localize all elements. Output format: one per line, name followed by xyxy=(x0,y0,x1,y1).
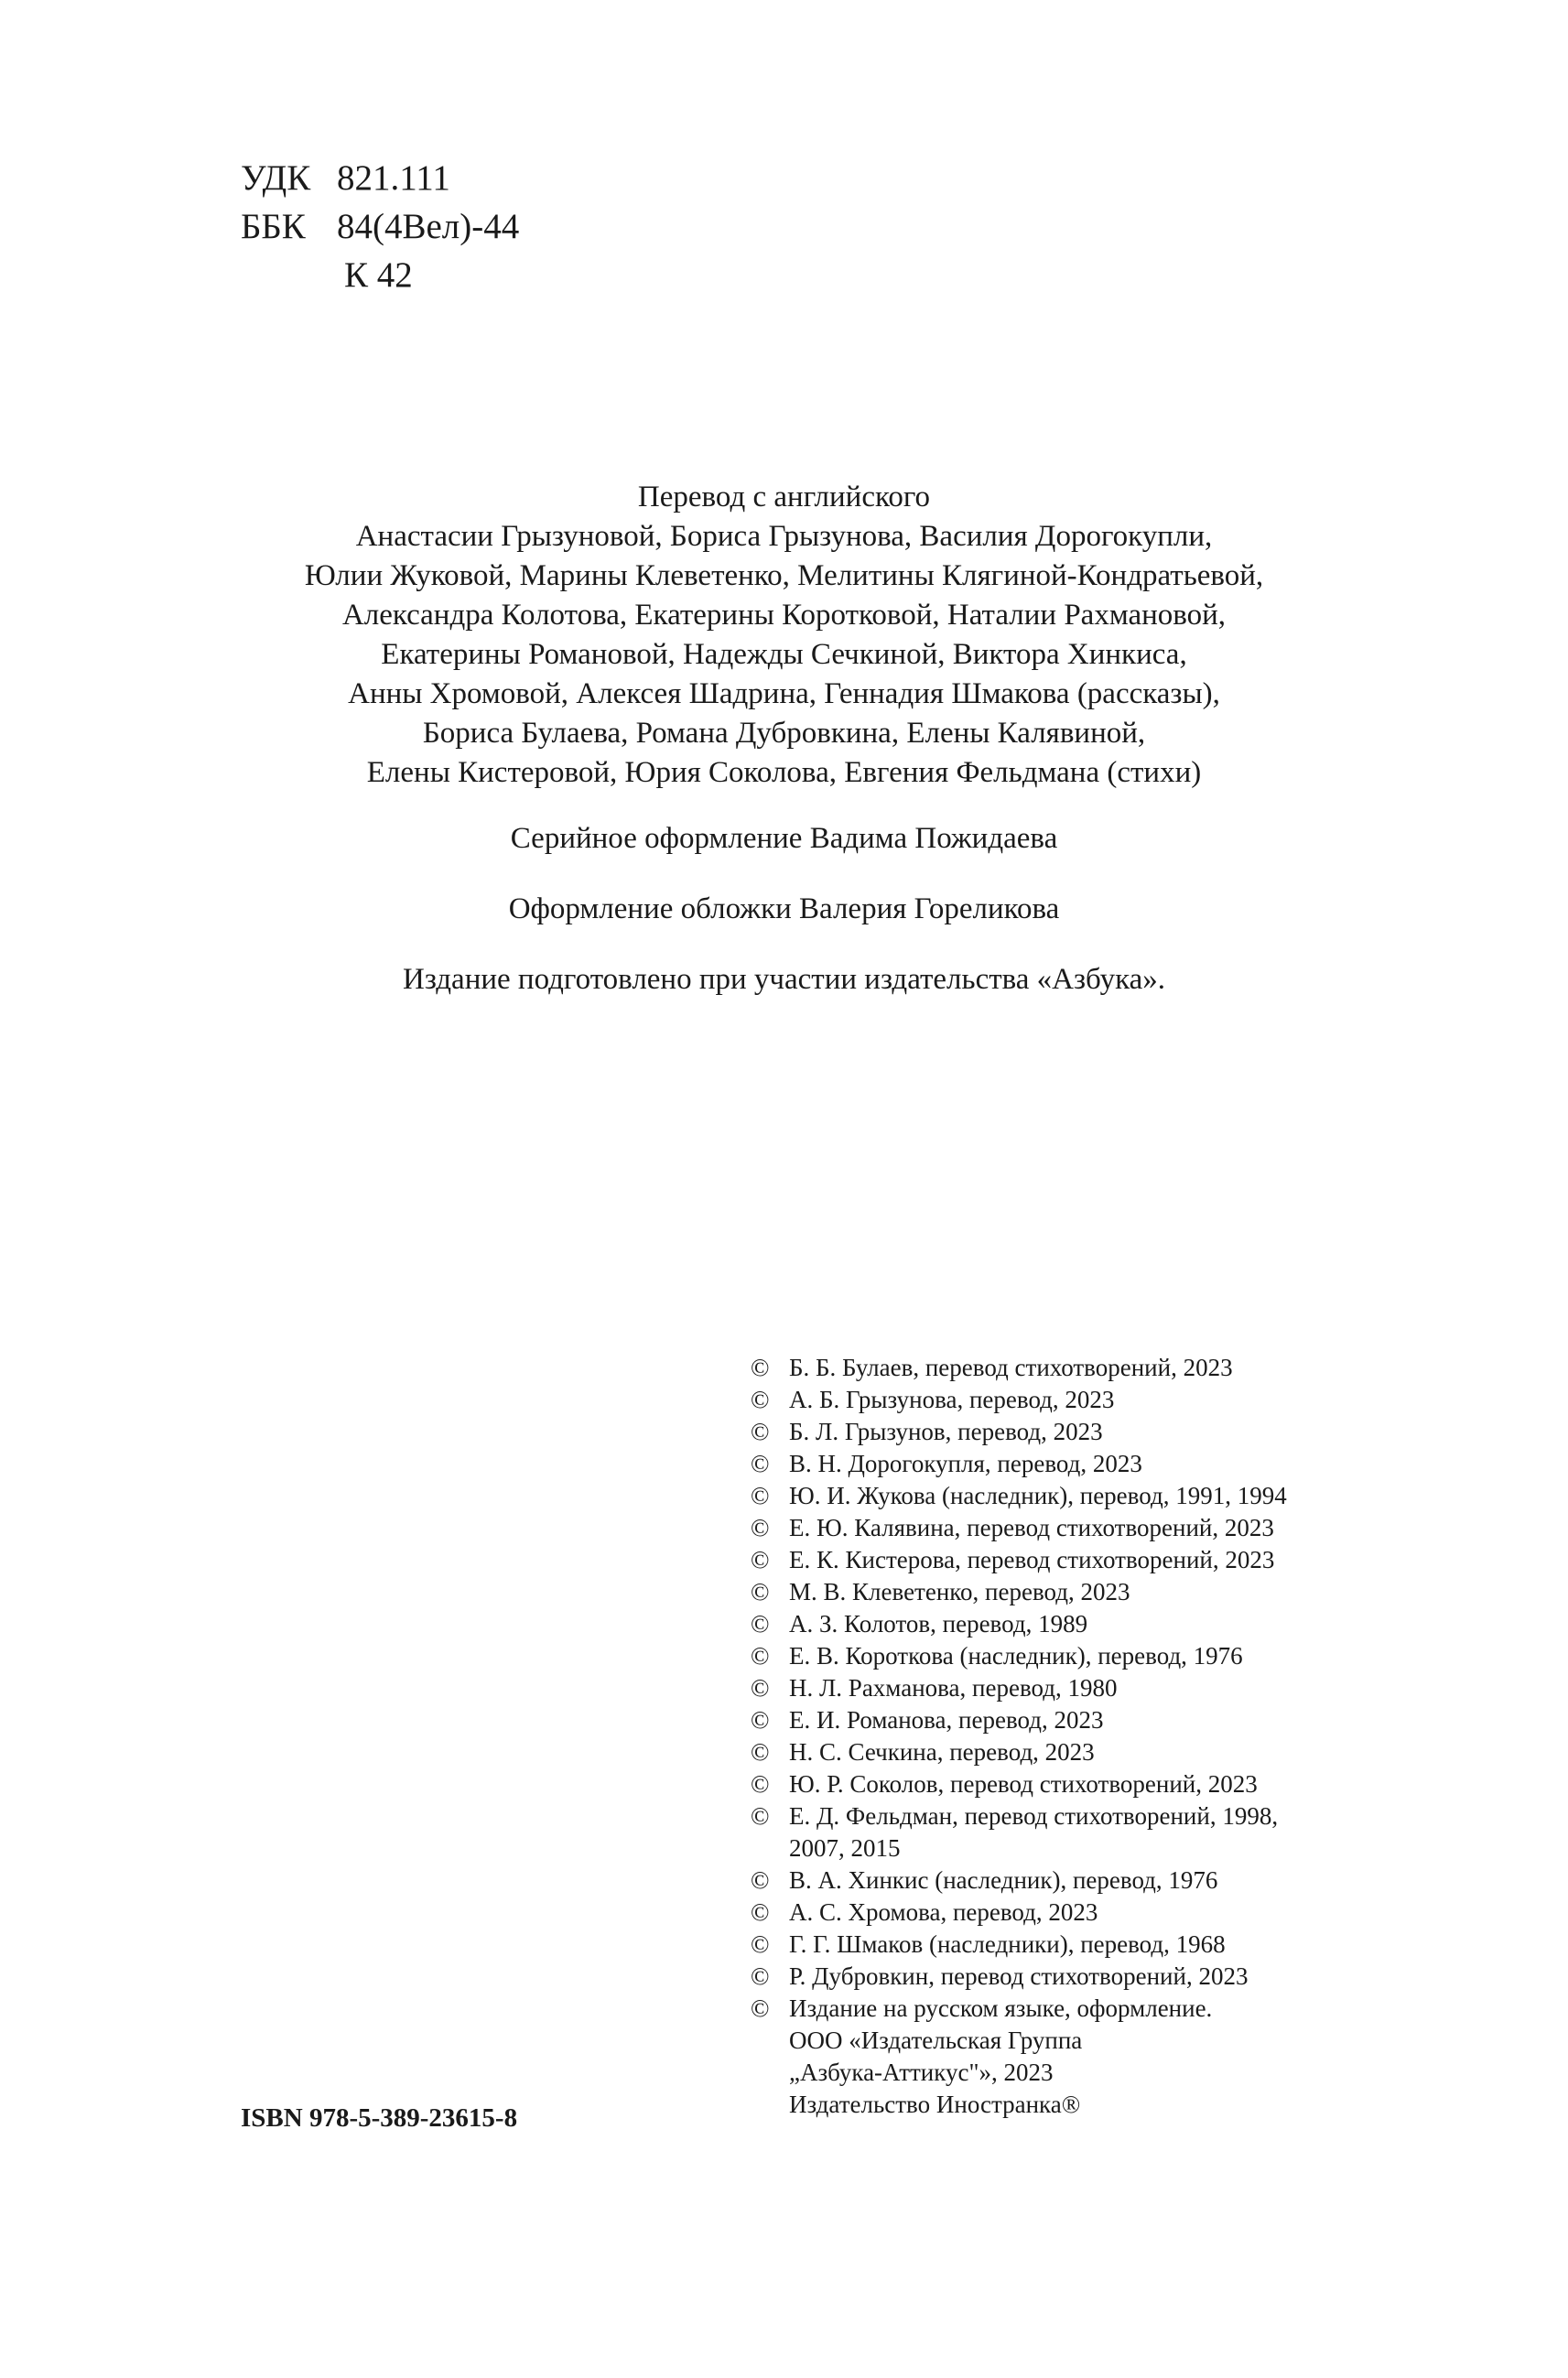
copyright-text: Ю. И. Жукова (наследник), перевод, 1991, 1994 xyxy=(789,1482,1287,1509)
copyright-text: Е. И. Романова, перевод, 2023 xyxy=(789,1706,1104,1734)
translators-line: Бориса Булаева, Романа Дубровкина, Елены Калявиной, xyxy=(422,717,1146,750)
copyright-symbol: © xyxy=(751,1482,770,1509)
copyright-entry-continuation xyxy=(751,2025,1410,2057)
copyright-text: Е. К. Кистерова, перевод стихотворений, 2023 xyxy=(789,1546,1275,1573)
translators-line: Екатерины Романовой, Надежды Сечкиной, Виктора Хинкиса, xyxy=(381,638,1187,671)
copyright-symbol: © xyxy=(751,1738,770,1766)
udk-label: УДК xyxy=(241,158,311,198)
copyright-symbol: © xyxy=(751,1386,770,1413)
translators-line: Анастасии Грызуновой, Бориса Грызунова, Василия Дорогокупли, xyxy=(355,520,1213,553)
bbk-row xyxy=(241,202,519,251)
copyright-symbol: © xyxy=(751,1930,770,1958)
copyright-text: Н. Л. Рахманова, перевод, 1980 xyxy=(789,1674,1118,1702)
copyright-entry xyxy=(751,1576,1410,1608)
copyright-entry xyxy=(751,1512,1410,1544)
classification-block xyxy=(241,154,519,299)
copyright-entry xyxy=(751,1865,1410,1897)
copyright-text: М. В. Клеветенко, перевод, 2023 xyxy=(789,1578,1130,1605)
copyright-symbol: © xyxy=(751,1994,770,2022)
copyright-symbol: © xyxy=(751,1610,770,1638)
series-design-credit: Серийное оформление Вадима Пожидаева xyxy=(510,822,1058,855)
copyright-text: Е. Д. Фельдман, перевод стихотворений, 1998, xyxy=(789,1802,1279,1830)
copyright-list xyxy=(751,1352,1410,2121)
copyright-text: Б. Б. Булаев, перевод стихотворений, 2023 xyxy=(789,1354,1233,1381)
copyright-text: В. А. Хинкис (наследник), перевод, 1976 xyxy=(789,1866,1218,1894)
copyright-text: А. Б. Грызунова, перевод, 2023 xyxy=(789,1386,1115,1413)
copyright-text: ООО «Издательская Группа xyxy=(789,2027,1083,2054)
copyright-entry-continuation xyxy=(751,2089,1410,2121)
copyright-symbol xyxy=(751,2057,789,2089)
translators-block xyxy=(183,478,1385,793)
udk-value: 821.111 xyxy=(337,158,450,198)
copyright-symbol: © xyxy=(751,1418,770,1445)
copyright-entry-continuation xyxy=(751,2057,1410,2089)
copyright-text: „Азбука-Аттикус"», 2023 xyxy=(789,2059,1054,2086)
copyright-text: Издание на русском языке, оформление. xyxy=(789,1994,1213,2022)
translators-heading: Перевод с английского xyxy=(637,481,931,513)
copyright-entry xyxy=(751,1416,1410,1448)
isbn: ISBN 978-5-389-23615-8 xyxy=(241,2103,518,2133)
copyright-symbol: © xyxy=(751,1642,770,1670)
copyright-entry xyxy=(751,1993,1410,2025)
copyright-symbol xyxy=(751,2089,789,2121)
translators-line: Александра Колотова, Екатерины Коротковой, Наталии Рахмановой, xyxy=(341,599,1227,632)
copyright-entry xyxy=(751,1768,1410,1800)
copyright-entry xyxy=(751,1800,1410,1832)
copyright-symbol: © xyxy=(751,1354,770,1381)
copyright-text: Е. Ю. Калявина, перевод стихотворений, 2023 xyxy=(789,1514,1274,1541)
copyright-text: В. Н. Дорогокупля, перевод, 2023 xyxy=(789,1450,1142,1477)
copyright-text: Е. В. Короткова (наследник), перевод, 1976 xyxy=(789,1642,1243,1670)
copyright-entry xyxy=(751,1544,1410,1576)
author-mark: К 42 xyxy=(344,255,413,295)
cover-design-credit: Оформление обложки Валерия Гореликова xyxy=(508,892,1060,925)
translators-line: Елены Кистеровой, Юрия Соколова, Евгения Фельдмана (стихи) xyxy=(366,756,1202,789)
copyright-entry xyxy=(751,1672,1410,1704)
copyright-entry xyxy=(751,1352,1410,1384)
copyright-entry xyxy=(751,1608,1410,1640)
bbk-label: ББК xyxy=(241,207,306,246)
copyright-entry xyxy=(751,1736,1410,1768)
copyright-text: Н. С. Сечкина, перевод, 2023 xyxy=(789,1738,1095,1766)
copyright-text: 2007, 2015 xyxy=(789,1834,901,1862)
copyright-symbol xyxy=(751,2025,789,2057)
copyright-symbol: © xyxy=(751,1674,770,1702)
copyright-text: А. З. Колотов, перевод, 1989 xyxy=(789,1610,1088,1638)
credits-block xyxy=(183,478,1385,997)
copyright-symbol: © xyxy=(751,1770,770,1798)
copyright-text: Издательство Иностранка® xyxy=(789,2091,1081,2118)
copyright-symbol: © xyxy=(751,1450,770,1477)
copyright-symbol xyxy=(751,1832,789,1865)
copyright-symbol: © xyxy=(751,1706,770,1734)
translators-line: Юлии Жуковой, Марины Клеветенко, Мелитины Клягиной-Кондратьевой, xyxy=(304,559,1264,592)
copyright-text: Р. Дубровкин, перевод стихотворений, 2023 xyxy=(789,1962,1249,1990)
copyright-entry xyxy=(751,1961,1410,1993)
copyright-entry xyxy=(751,1929,1410,1961)
copyright-entry-continuation xyxy=(751,1832,1410,1865)
copyright-entry xyxy=(751,1704,1410,1736)
copyright-symbol: © xyxy=(751,1546,770,1573)
copyright-text: Б. Л. Грызунов, перевод, 2023 xyxy=(789,1418,1103,1445)
copyright-symbol: © xyxy=(751,1578,770,1605)
copyright-entry xyxy=(751,1448,1410,1480)
participation-note: Издание подготовлено при участии издательства «Азбука». xyxy=(402,963,1166,996)
udk-row xyxy=(241,154,519,202)
copyright-symbol: © xyxy=(751,1898,770,1926)
copyright-entry xyxy=(751,1384,1410,1416)
translators-line: Анны Хромовой, Алексея Шадрина, Геннадия Шмакова (рассказы), xyxy=(348,677,1220,710)
copyright-symbol: © xyxy=(751,1866,770,1894)
copyright-text: Г. Г. Шмаков (наследники), перевод, 1968 xyxy=(789,1930,1226,1958)
copyright-entry xyxy=(751,1897,1410,1929)
copyright-entry xyxy=(751,1640,1410,1672)
copyright-entry xyxy=(751,1480,1410,1512)
copyright-symbol: © xyxy=(751,1514,770,1541)
copyright-symbol: © xyxy=(751,1962,770,1990)
bbk-value: 84(4Вел)-44 xyxy=(337,207,520,246)
copyright-text: А. С. Хромова, перевод, 2023 xyxy=(789,1898,1098,1926)
copyright-text: Ю. Р. Соколов, перевод стихотворений, 2023 xyxy=(789,1770,1258,1798)
copyright-symbol: © xyxy=(751,1802,770,1830)
